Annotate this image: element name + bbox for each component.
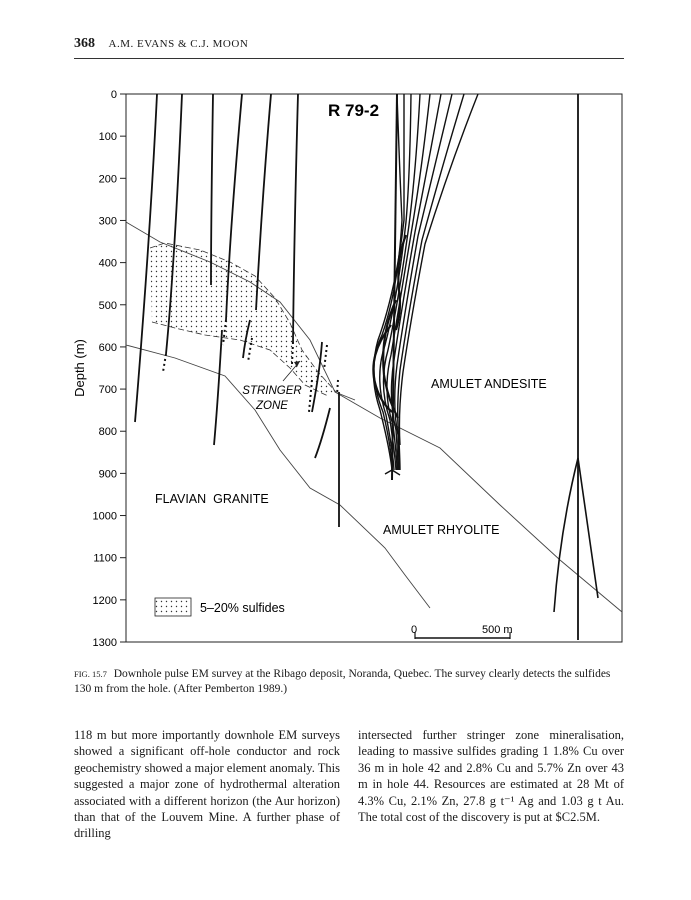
depth-tick-label: 1000 bbox=[92, 510, 117, 523]
legend-label: 5–20% sulfides bbox=[200, 601, 285, 615]
hole-label: R 79-2 bbox=[328, 101, 380, 120]
depth-tick-label: 0 bbox=[110, 89, 117, 101]
depth-tick-label: 600 bbox=[98, 341, 117, 354]
flavian-granite-label: FLAVIAN GRANITE bbox=[155, 492, 269, 506]
drill-hole-6 bbox=[293, 94, 298, 342]
depth-tick-label: 800 bbox=[98, 426, 117, 439]
stringer-zone-label-line1: STRINGER bbox=[242, 385, 302, 397]
figure-caption-text: Downhole pulse EM survey at the Ribago deposit, Noranda, Quebec. The survey clearly detects the sulfides 130 m from the hole. (After Pemberton 1989.) bbox=[74, 668, 611, 695]
legend-swatch bbox=[155, 598, 191, 616]
drill-hole-8 bbox=[315, 408, 330, 458]
depth-tick-label: 900 bbox=[98, 468, 117, 481]
scale-start-label: 0 bbox=[411, 624, 418, 636]
amulet-rhyolite-label: AMULET RHYOLITE bbox=[383, 523, 500, 537]
figure-caption-label: FIG. 15.7 bbox=[74, 669, 107, 679]
depth-tick-label: 100 bbox=[98, 131, 117, 144]
page-number: 368 bbox=[74, 36, 95, 51]
depth-tick-label: 300 bbox=[98, 215, 117, 228]
drill-hole-5 bbox=[256, 94, 271, 310]
drill-hole-4b bbox=[214, 330, 222, 445]
sulfide-zone bbox=[150, 243, 336, 396]
projected-hole-1 bbox=[163, 354, 166, 372]
body-text-left-column: 118 m but more importantly downhole EM surveys showed a significant off-hole conductor and rock geochemistry showed a major element anomaly. This suggested a major zone of hydrothermal alteration associated with a different horizon (the Aur horizon) than that of the Louvem Mine. A further phase of drilling bbox=[74, 728, 340, 841]
drill-holes bbox=[135, 94, 578, 640]
splay-right bbox=[578, 458, 598, 598]
andesite-rhyolite-contact-east bbox=[335, 392, 622, 612]
depth-tick-label: 500 bbox=[98, 299, 117, 312]
depth-tick-label: 200 bbox=[98, 173, 117, 186]
depth-tick-label: 400 bbox=[98, 257, 117, 270]
right-hole-splay bbox=[554, 458, 598, 612]
amulet-andesite-label: AMULET ANDESITE bbox=[431, 377, 547, 391]
depth-tick-label: 700 bbox=[98, 384, 117, 397]
scale-end-label: 500 m bbox=[482, 624, 513, 636]
splay-left bbox=[554, 458, 578, 612]
depth-tick-label: 1300 bbox=[92, 637, 117, 649]
y-axis-label: Depth (m) bbox=[72, 339, 87, 397]
stringer-zone-label-line2: ZONE bbox=[256, 400, 288, 412]
body-text-right-column: intersected further stringer zone mineralisation, leading to massive sulfides grading 1 1.8% Cu over 36 m in hole 42 and 2.8% Cu and 5.7% Zn over 43 m in hole 44. Resources are estimated at 28 Mt of 4.3% Cu, 2.1% Zn, 27.8 g t⁻¹ Ag and 1.03 g t Au. The total cost of the discovery is put at $C2.5M. bbox=[358, 728, 624, 825]
depth-tick-label: 1100 bbox=[93, 552, 117, 565]
running-authors: A.M. EVANS & C.J. MOON bbox=[108, 38, 249, 50]
depth-axis bbox=[93, 89, 126, 649]
depth-tick-label: 1200 bbox=[92, 594, 117, 607]
figure-caption bbox=[74, 667, 624, 697]
projected-hole-5 bbox=[324, 345, 327, 370]
